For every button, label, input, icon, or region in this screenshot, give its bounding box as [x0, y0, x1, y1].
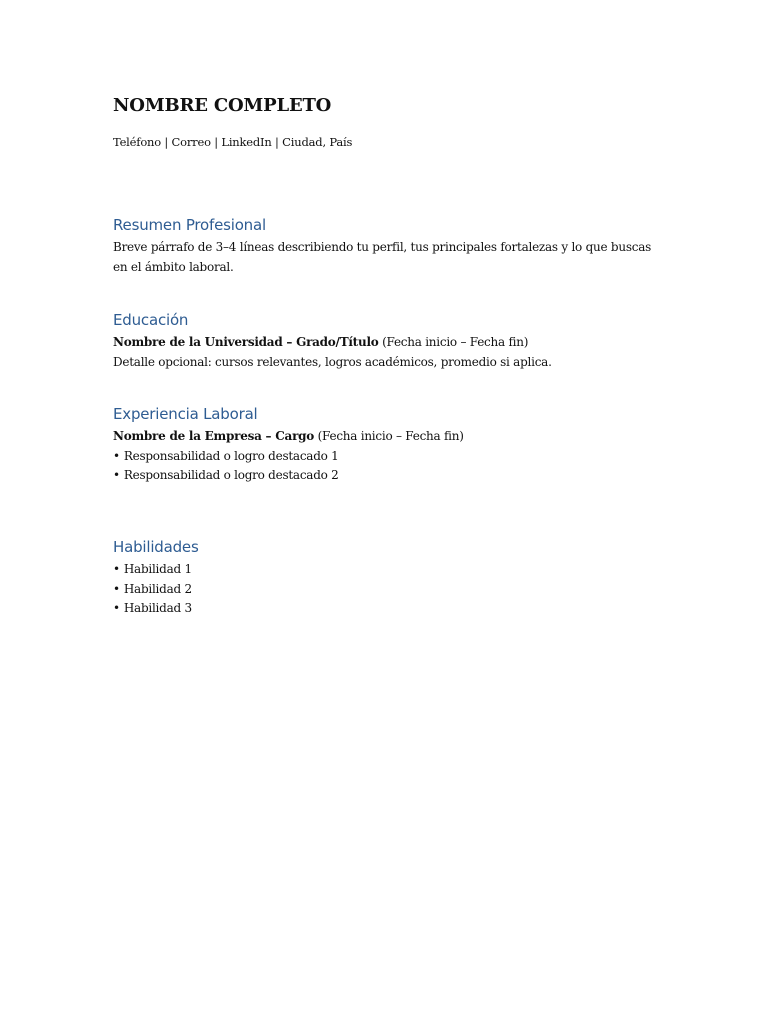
education-entry: [113, 333, 673, 353]
education-section: [113, 310, 673, 372]
bullet-icon: •: [113, 448, 120, 463]
experience-bullet-text: Responsabilidad o logro destacado 2: [123, 468, 339, 482]
bullet-icon: •: [113, 581, 120, 596]
experience-section: [113, 404, 673, 486]
skills-section: [113, 537, 673, 619]
skill-text: Habilidad 1: [123, 562, 192, 576]
contact-line: Teléfono | Correo | LinkedIn | Ciudad, País: [113, 135, 353, 149]
education-heading: Educación: [113, 311, 189, 329]
experience-bullet-item: [113, 447, 673, 467]
education-institution-degree: Nombre de la Universidad – Grado/Título: [113, 335, 379, 349]
experience-heading: Experiencia Laboral: [113, 405, 258, 423]
summary-text-line-2: en el ámbito laboral.: [113, 259, 234, 274]
education-detail: Detalle opcional: cursos relevantes, logros académicos, promedio si aplica.: [113, 354, 552, 369]
bullet-icon: •: [113, 468, 120, 482]
summary-section: [113, 215, 673, 277]
skill-text: Habilidad 2: [123, 581, 192, 596]
skill-item: [113, 580, 673, 600]
education-dates: (Fecha inicio – Fecha fin): [382, 335, 529, 349]
full-name-title: NOMBRE COMPLETO: [113, 95, 332, 116]
bullet-icon: •: [113, 562, 120, 576]
skills-heading: Habilidades: [113, 538, 199, 556]
experience-entry: [113, 427, 673, 447]
summary-text-line-1: Breve párrafo de 3–4 líneas describiendo tu perfil, tus principales fortalezas y lo que buscas: [113, 240, 652, 254]
experience-bullet-item: [113, 466, 673, 486]
skill-item: [113, 599, 673, 619]
skill-item: [113, 560, 673, 580]
experience-dates: (Fecha inicio – Fecha fin): [317, 429, 464, 443]
experience-bullet-text: Responsabilidad o logro destacado 1: [123, 448, 339, 463]
bullet-icon: •: [113, 601, 120, 615]
skill-text: Habilidad 3: [123, 601, 192, 615]
experience-company-role: Nombre de la Empresa – Cargo: [113, 429, 315, 443]
summary-heading: Resumen Profesional: [113, 216, 266, 234]
